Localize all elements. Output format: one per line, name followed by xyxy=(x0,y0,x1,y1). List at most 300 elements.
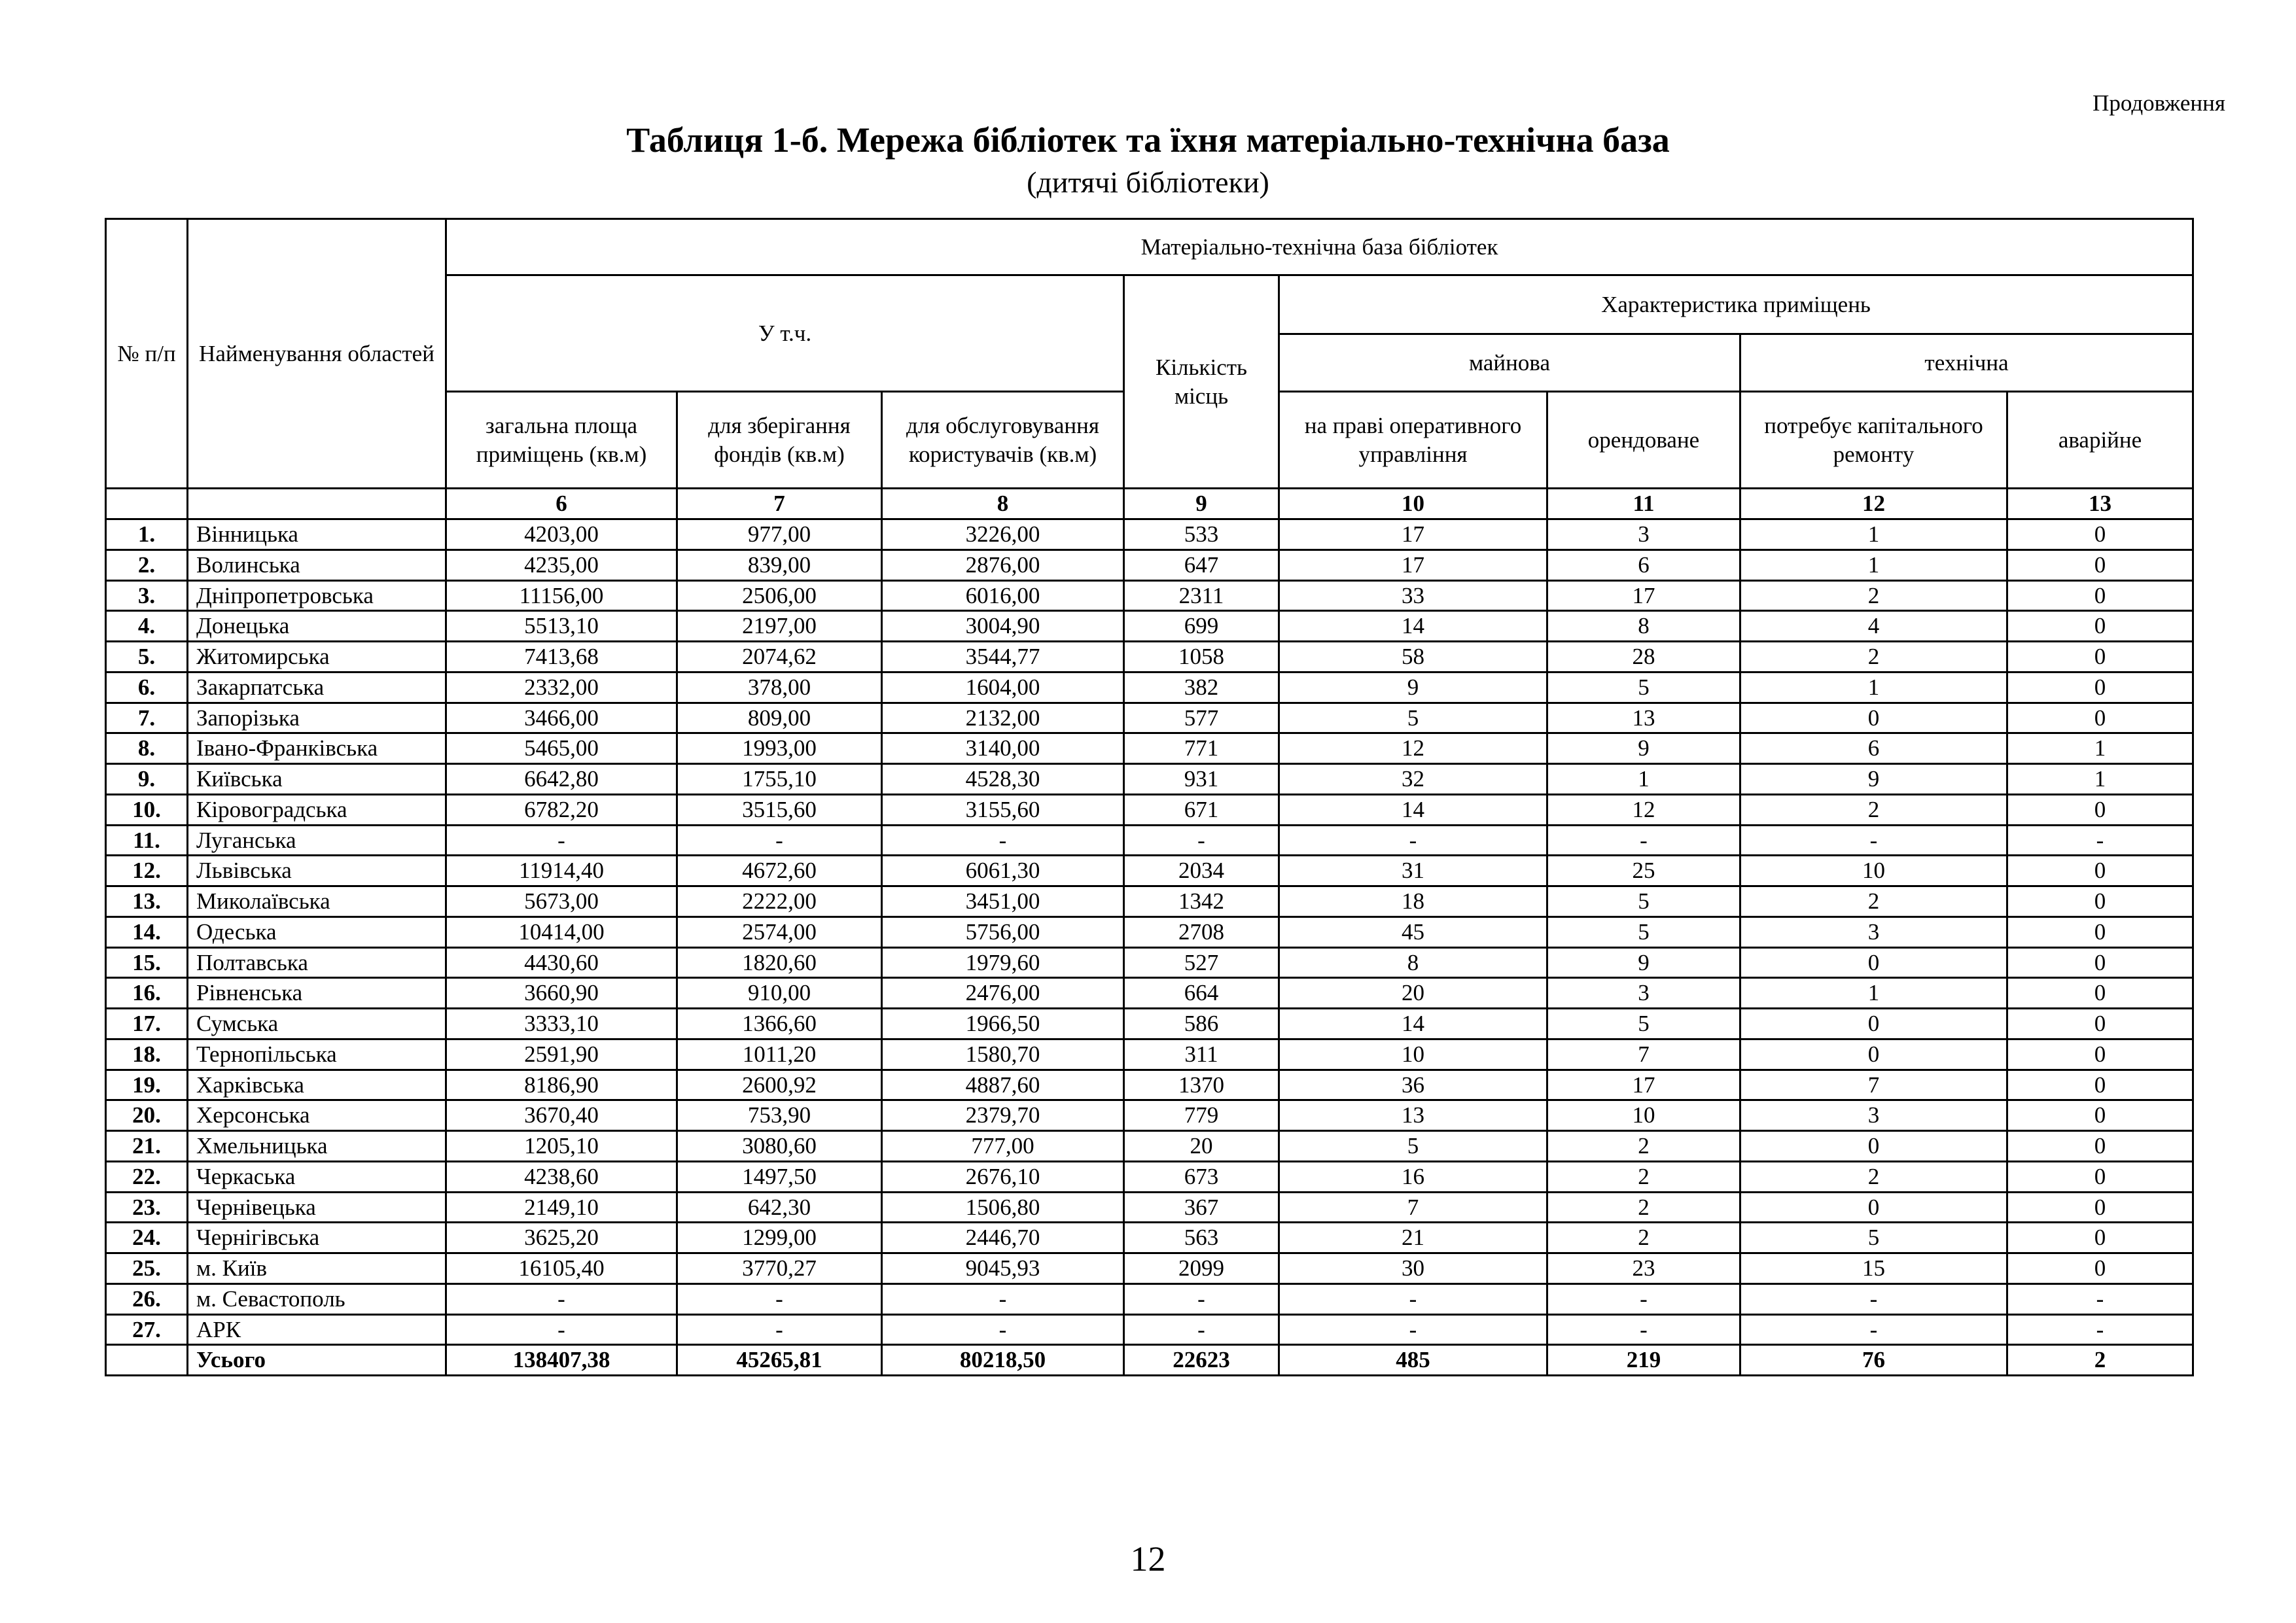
table-row xyxy=(106,550,2193,580)
region-name: Черкаська xyxy=(188,1161,446,1192)
row-number: 18. xyxy=(106,1039,188,1070)
row-number: 22. xyxy=(106,1161,188,1192)
table-cell: 0 xyxy=(2007,794,2193,825)
table-cell: 4528,30 xyxy=(882,764,1124,795)
table-cell: 527 xyxy=(1124,947,1279,978)
table-row xyxy=(106,672,2193,703)
table-cell: 2132,00 xyxy=(882,703,1124,733)
table-title: Таблиця 1-б. Мережа бібліотек та їхня матеріально-технічна база xyxy=(626,120,1670,160)
region-name: Запорізька xyxy=(188,703,446,733)
table-row xyxy=(106,825,2193,856)
table-cell: 3155,60 xyxy=(882,794,1124,825)
table-cell: 3226,00 xyxy=(882,519,1124,550)
table-cell: 2222,00 xyxy=(677,886,882,917)
table-cell: 28 xyxy=(1547,642,1740,672)
table-cell: 5 xyxy=(1279,1131,1547,1162)
table-cell: - xyxy=(1740,1283,2007,1314)
table-cell: 5465,00 xyxy=(446,733,677,764)
table-cell: 1497,50 xyxy=(677,1161,882,1192)
table-cell: 5 xyxy=(1547,916,1740,947)
table-cell: 1755,10 xyxy=(677,764,882,795)
table-cell: - xyxy=(1740,1314,2007,1345)
table-cell: 10 xyxy=(1547,1100,1740,1131)
table-cell: 16 xyxy=(1279,1161,1547,1192)
table-cell: 0 xyxy=(2007,1161,2193,1192)
table-cell: 0 xyxy=(2007,1223,2193,1253)
table-cell: - xyxy=(1124,1283,1279,1314)
table-cell: - xyxy=(446,1283,677,1314)
table-cell: 21 xyxy=(1279,1223,1547,1253)
table-cell: 15 xyxy=(1740,1253,2007,1284)
column-number: 7 xyxy=(677,489,882,519)
table-cell: 671 xyxy=(1124,794,1279,825)
table-cell: 586 xyxy=(1124,1009,1279,1039)
table-cell: 7 xyxy=(1279,1192,1547,1223)
table-cell: 31 xyxy=(1279,856,1547,886)
table-cell: 2876,00 xyxy=(882,550,1124,580)
header-total-area: загальна площа приміщень (кв.м) xyxy=(446,392,677,489)
row-number: 19. xyxy=(106,1070,188,1100)
region-name: Житомирська xyxy=(188,642,446,672)
table-row xyxy=(106,1283,2193,1314)
table-cell: 0 xyxy=(2007,1253,2193,1284)
table-cell: - xyxy=(446,825,677,856)
table-cell: 5513,10 xyxy=(446,611,677,642)
header-technical: технічна xyxy=(1740,334,2193,392)
column-number: 12 xyxy=(1740,489,2007,519)
table-cell: 4887,60 xyxy=(882,1070,1124,1100)
row-number: 23. xyxy=(106,1192,188,1223)
row-number: 14. xyxy=(106,916,188,947)
table-cell: 4672,60 xyxy=(677,856,882,886)
table-cell: 0 xyxy=(2007,886,2193,917)
row-number xyxy=(106,1345,188,1376)
column-number: 8 xyxy=(882,489,1124,519)
table-cell: - xyxy=(1279,1314,1547,1345)
region-name: Сумська xyxy=(188,1009,446,1039)
table-cell: 6642,80 xyxy=(446,764,677,795)
table-cell: 10414,00 xyxy=(446,916,677,947)
table-cell: 7 xyxy=(1547,1039,1740,1070)
table-cell: 3 xyxy=(1547,519,1740,550)
region-name: Миколаївська xyxy=(188,886,446,917)
column-number: 6 xyxy=(446,489,677,519)
table-cell: 779 xyxy=(1124,1100,1279,1131)
table-cell: 7 xyxy=(1740,1070,2007,1100)
table-cell: 20 xyxy=(1279,978,1547,1009)
table-cell: 1604,00 xyxy=(882,672,1124,703)
table-cell: 2 xyxy=(1547,1223,1740,1253)
table-cell: 4235,00 xyxy=(446,550,677,580)
table-cell: 1370 xyxy=(1124,1070,1279,1100)
table-cell: 5 xyxy=(1547,1009,1740,1039)
region-name: Закарпатська xyxy=(188,672,446,703)
table-row xyxy=(106,1314,2193,1345)
table-cell: 0 xyxy=(1740,947,2007,978)
table-cell: 2 xyxy=(2007,1345,2193,1376)
table-cell: 6 xyxy=(1740,733,2007,764)
table-cell: 23 xyxy=(1547,1253,1740,1284)
region-name: Тернопільська xyxy=(188,1039,446,1070)
table-cell: 2034 xyxy=(1124,856,1279,886)
table-cell: 12 xyxy=(1547,794,1740,825)
table-cell: 1993,00 xyxy=(677,733,882,764)
table-row xyxy=(106,856,2193,886)
table-cell: - xyxy=(1279,1283,1547,1314)
table-cell: 219 xyxy=(1547,1345,1740,1376)
header-emergency: аварійне xyxy=(2007,392,2193,489)
region-name: Харківська xyxy=(188,1070,446,1100)
table-cell: 0 xyxy=(1740,1009,2007,1039)
table-cell: 17 xyxy=(1547,580,1740,611)
table-cell: - xyxy=(2007,1283,2193,1314)
table-cell: - xyxy=(882,825,1124,856)
table-cell: 8 xyxy=(1279,947,1547,978)
table-row xyxy=(106,703,2193,733)
table-cell: - xyxy=(1547,1314,1740,1345)
table-cell: 3544,77 xyxy=(882,642,1124,672)
header-incl: У т.ч. xyxy=(446,275,1124,392)
table-cell: 32 xyxy=(1279,764,1547,795)
table-cell: 2600,92 xyxy=(677,1070,882,1100)
region-name: Донецька xyxy=(188,611,446,642)
table-cell: 45265,81 xyxy=(677,1345,882,1376)
table-row xyxy=(106,764,2193,795)
table-cell: 9 xyxy=(1740,764,2007,795)
table-cell: 839,00 xyxy=(677,550,882,580)
table-cell: 0 xyxy=(2007,550,2193,580)
table-row xyxy=(106,1161,2193,1192)
region-name: Херсонська xyxy=(188,1100,446,1131)
row-number: 25. xyxy=(106,1253,188,1284)
table-cell: 2311 xyxy=(1124,580,1279,611)
table-cell: - xyxy=(677,825,882,856)
table-cell: 6016,00 xyxy=(882,580,1124,611)
header-rented: орендоване xyxy=(1547,392,1740,489)
table-cell: 3451,00 xyxy=(882,886,1124,917)
table-cell: 5 xyxy=(1279,703,1547,733)
row-number: 10. xyxy=(106,794,188,825)
table-cell: 5673,00 xyxy=(446,886,677,917)
table-cell: 17 xyxy=(1279,550,1547,580)
row-number: 9. xyxy=(106,764,188,795)
table-cell: 771 xyxy=(1124,733,1279,764)
table-cell: 6 xyxy=(1547,550,1740,580)
table-row xyxy=(106,886,2193,917)
table-cell: 4238,60 xyxy=(446,1161,677,1192)
table-cell: 1966,50 xyxy=(882,1009,1124,1039)
table-cell: 0 xyxy=(1740,1039,2007,1070)
table-cell: 30 xyxy=(1279,1253,1547,1284)
table-row xyxy=(106,642,2193,672)
table-cell: 9 xyxy=(1547,947,1740,978)
table-cell: 11156,00 xyxy=(446,580,677,611)
region-name: Київська xyxy=(188,764,446,795)
table-cell: 25 xyxy=(1547,856,1740,886)
table-cell: 2149,10 xyxy=(446,1192,677,1223)
table-cell: 6061,30 xyxy=(882,856,1124,886)
table-cell: - xyxy=(677,1314,882,1345)
table-cell: 8 xyxy=(1547,611,1740,642)
region-name: Волинська xyxy=(188,550,446,580)
table-cell: 1 xyxy=(1740,672,2007,703)
table-cell: 0 xyxy=(2007,1131,2193,1162)
row-number: 2. xyxy=(106,550,188,580)
header-operational: на праві оперативного управління xyxy=(1279,392,1547,489)
table-cell: 753,90 xyxy=(677,1100,882,1131)
row-number: 15. xyxy=(106,947,188,978)
region-name: Хмельницька xyxy=(188,1131,446,1162)
table-cell: 809,00 xyxy=(677,703,882,733)
table-cell: 3660,90 xyxy=(446,978,677,1009)
table-cell: 3 xyxy=(1547,978,1740,1009)
table-cell: 36 xyxy=(1279,1070,1547,1100)
table-cell: 22623 xyxy=(1124,1345,1279,1376)
row-number: 12. xyxy=(106,856,188,886)
table-cell: 5 xyxy=(1740,1223,2007,1253)
row-number: 24. xyxy=(106,1223,188,1253)
table-row xyxy=(106,519,2193,550)
table-cell: 673 xyxy=(1124,1161,1279,1192)
region-name: Івано-Франківська xyxy=(188,733,446,764)
table-cell: 2 xyxy=(1740,1161,2007,1192)
table-cell: 5 xyxy=(1547,672,1740,703)
table-row xyxy=(106,1100,2193,1131)
table-cell: 0 xyxy=(2007,1192,2193,1223)
table-cell: 1 xyxy=(2007,733,2193,764)
table-cell: - xyxy=(2007,1314,2193,1345)
table-cell: 3770,27 xyxy=(677,1253,882,1284)
table-cell: 1506,80 xyxy=(882,1192,1124,1223)
row-number: 17. xyxy=(106,1009,188,1039)
table-cell: 0 xyxy=(2007,916,2193,947)
row-number: 5. xyxy=(106,642,188,672)
table-cell: 2476,00 xyxy=(882,978,1124,1009)
table-cell: 4203,00 xyxy=(446,519,677,550)
table-cell: 9 xyxy=(1279,672,1547,703)
table-row xyxy=(106,1009,2193,1039)
table-cell: 0 xyxy=(2007,947,2193,978)
table-cell: 2676,10 xyxy=(882,1161,1124,1192)
table-cell: - xyxy=(1740,825,2007,856)
table-cell: 45 xyxy=(1279,916,1547,947)
table-cell: 311 xyxy=(1124,1039,1279,1070)
table-cell: 17 xyxy=(1547,1070,1740,1100)
table-cell: 563 xyxy=(1124,1223,1279,1253)
row-number: 13. xyxy=(106,886,188,917)
table-row xyxy=(106,794,2193,825)
row-number: 3. xyxy=(106,580,188,611)
table-cell: 2446,70 xyxy=(882,1223,1124,1253)
header-service-area: для обслуговування користувачів (кв.м) xyxy=(882,392,1124,489)
table-cell: - xyxy=(882,1283,1124,1314)
table-row xyxy=(106,1253,2193,1284)
table-cell: 6782,20 xyxy=(446,794,677,825)
header-num: № п/п xyxy=(106,219,188,489)
table-row xyxy=(106,916,2193,947)
header-seats: Кількість місць xyxy=(1124,275,1279,489)
region-name: Усього xyxy=(188,1345,446,1376)
table-cell: - xyxy=(1547,1283,1740,1314)
table-cell: 367 xyxy=(1124,1192,1279,1223)
region-name: Львівська xyxy=(188,856,446,886)
table-cell: 977,00 xyxy=(677,519,882,550)
column-number: 10 xyxy=(1279,489,1547,519)
table-cell: 577 xyxy=(1124,703,1279,733)
table-cell: 2197,00 xyxy=(677,611,882,642)
table-cell: 0 xyxy=(2007,1039,2193,1070)
column-number: 13 xyxy=(2007,489,2193,519)
table-cell: 2 xyxy=(1547,1131,1740,1162)
table-cell: 2 xyxy=(1547,1192,1740,1223)
table-cell: 931 xyxy=(1124,764,1279,795)
table-cell: 9 xyxy=(1547,733,1740,764)
table-cell: 2332,00 xyxy=(446,672,677,703)
table-cell: 33 xyxy=(1279,580,1547,611)
table-cell: 699 xyxy=(1124,611,1279,642)
table-cell: 0 xyxy=(2007,978,2193,1009)
table-cell: 10 xyxy=(1740,856,2007,886)
table-cell: 2379,70 xyxy=(882,1100,1124,1131)
table-cell: 2099 xyxy=(1124,1253,1279,1284)
table-cell: 16105,40 xyxy=(446,1253,677,1284)
table-row xyxy=(106,1131,2193,1162)
table-cell: 2506,00 xyxy=(677,580,882,611)
table-cell: 0 xyxy=(2007,856,2193,886)
row-number: 20. xyxy=(106,1100,188,1131)
table-cell: 3080,60 xyxy=(677,1131,882,1162)
table-cell: - xyxy=(1547,825,1740,856)
table-cell: 1342 xyxy=(1124,886,1279,917)
table-cell: 1 xyxy=(1740,550,2007,580)
table-cell: 0 xyxy=(2007,611,2193,642)
table-cell: 1820,60 xyxy=(677,947,882,978)
table-cell: 3625,20 xyxy=(446,1223,677,1253)
region-name: Полтавська xyxy=(188,947,446,978)
table-cell: 0 xyxy=(2007,580,2193,611)
table-cell: - xyxy=(1279,825,1547,856)
table-cell: - xyxy=(446,1314,677,1345)
row-number: 1. xyxy=(106,519,188,550)
table-cell: 642,30 xyxy=(677,1192,882,1223)
table-cell: 14 xyxy=(1279,1009,1547,1039)
table-cell: 17 xyxy=(1279,519,1547,550)
header-property: майнова xyxy=(1279,334,1740,392)
table-cell: 1979,60 xyxy=(882,947,1124,978)
table-cell: - xyxy=(677,1283,882,1314)
table-cell: 7413,68 xyxy=(446,642,677,672)
table-cell: 1 xyxy=(1547,764,1740,795)
table-cell: 1205,10 xyxy=(446,1131,677,1162)
table-cell: 664 xyxy=(1124,978,1279,1009)
table-cell: 2 xyxy=(1740,642,2007,672)
table-cell: 0 xyxy=(1740,1131,2007,1162)
table-cell: 4 xyxy=(1740,611,2007,642)
table-cell: 533 xyxy=(1124,519,1279,550)
table-cell: 2 xyxy=(1740,580,2007,611)
region-name: АРК xyxy=(188,1314,446,1345)
table-cell: 11914,40 xyxy=(446,856,677,886)
table-cell: 3466,00 xyxy=(446,703,677,733)
table-cell: 0 xyxy=(2007,1070,2193,1100)
table-cell: 1058 xyxy=(1124,642,1279,672)
table-cell: - xyxy=(1124,1314,1279,1345)
region-name: м. Київ xyxy=(188,1253,446,1284)
table-row xyxy=(106,947,2193,978)
header-storage-area: для зберігання фондів (кв.м) xyxy=(677,392,882,489)
region-name: Вінницька xyxy=(188,519,446,550)
table-cell: - xyxy=(882,1314,1124,1345)
table-cell: 378,00 xyxy=(677,672,882,703)
row-number: 11. xyxy=(106,825,188,856)
table-cell: 1 xyxy=(1740,978,2007,1009)
total-row xyxy=(106,1345,2193,1376)
table-cell: 0 xyxy=(2007,672,2193,703)
table-cell: 20 xyxy=(1124,1131,1279,1162)
table-cell: 58 xyxy=(1279,642,1547,672)
table-cell: 3670,40 xyxy=(446,1100,677,1131)
table-row xyxy=(106,1192,2193,1223)
table-cell: 0 xyxy=(1740,1192,2007,1223)
table-cell: 14 xyxy=(1279,611,1547,642)
table-cell: 2574,00 xyxy=(677,916,882,947)
page-number: 12 xyxy=(1130,1539,1166,1579)
row-number: 26. xyxy=(106,1283,188,1314)
table-cell: 647 xyxy=(1124,550,1279,580)
row-number: 8. xyxy=(106,733,188,764)
table-cell: 1 xyxy=(2007,764,2193,795)
table-cell: 2 xyxy=(1740,886,2007,917)
table-row xyxy=(106,611,2193,642)
column-number-blank xyxy=(188,489,446,519)
table-cell: 76 xyxy=(1740,1345,2007,1376)
region-name: Кіровоградська xyxy=(188,794,446,825)
table-cell: 0 xyxy=(2007,1009,2193,1039)
table-row xyxy=(106,1070,2193,1100)
region-name: Дніпропетровська xyxy=(188,580,446,611)
header-material-base: Матеріально-технічна база бібліотек xyxy=(446,219,2193,275)
row-number: 16. xyxy=(106,978,188,1009)
table-cell: 12 xyxy=(1279,733,1547,764)
row-number: 6. xyxy=(106,672,188,703)
table-cell: 2074,62 xyxy=(677,642,882,672)
region-name: м. Севастополь xyxy=(188,1283,446,1314)
table-row xyxy=(106,978,2193,1009)
table-row xyxy=(106,580,2193,611)
table-row xyxy=(106,733,2193,764)
header-premises: Характеристика приміщень xyxy=(1279,275,2193,334)
table-cell: 138407,38 xyxy=(446,1345,677,1376)
table-cell: 4430,60 xyxy=(446,947,677,978)
table-cell: 777,00 xyxy=(882,1131,1124,1162)
table-cell: 382 xyxy=(1124,672,1279,703)
row-number: 21. xyxy=(106,1131,188,1162)
region-name: Рівненська xyxy=(188,978,446,1009)
table-cell: 2591,90 xyxy=(446,1039,677,1070)
row-number: 7. xyxy=(106,703,188,733)
row-number: 4. xyxy=(106,611,188,642)
table-cell: 2708 xyxy=(1124,916,1279,947)
table-cell: 1299,00 xyxy=(677,1223,882,1253)
table-cell: 0 xyxy=(1740,703,2007,733)
region-name: Чернівецька xyxy=(188,1192,446,1223)
table-cell: 9045,93 xyxy=(882,1253,1124,1284)
table-cell: 3 xyxy=(1740,916,2007,947)
table-cell: 2 xyxy=(1547,1161,1740,1192)
table-cell: 14 xyxy=(1279,794,1547,825)
column-number: 11 xyxy=(1547,489,1740,519)
table-cell: 10 xyxy=(1279,1039,1547,1070)
